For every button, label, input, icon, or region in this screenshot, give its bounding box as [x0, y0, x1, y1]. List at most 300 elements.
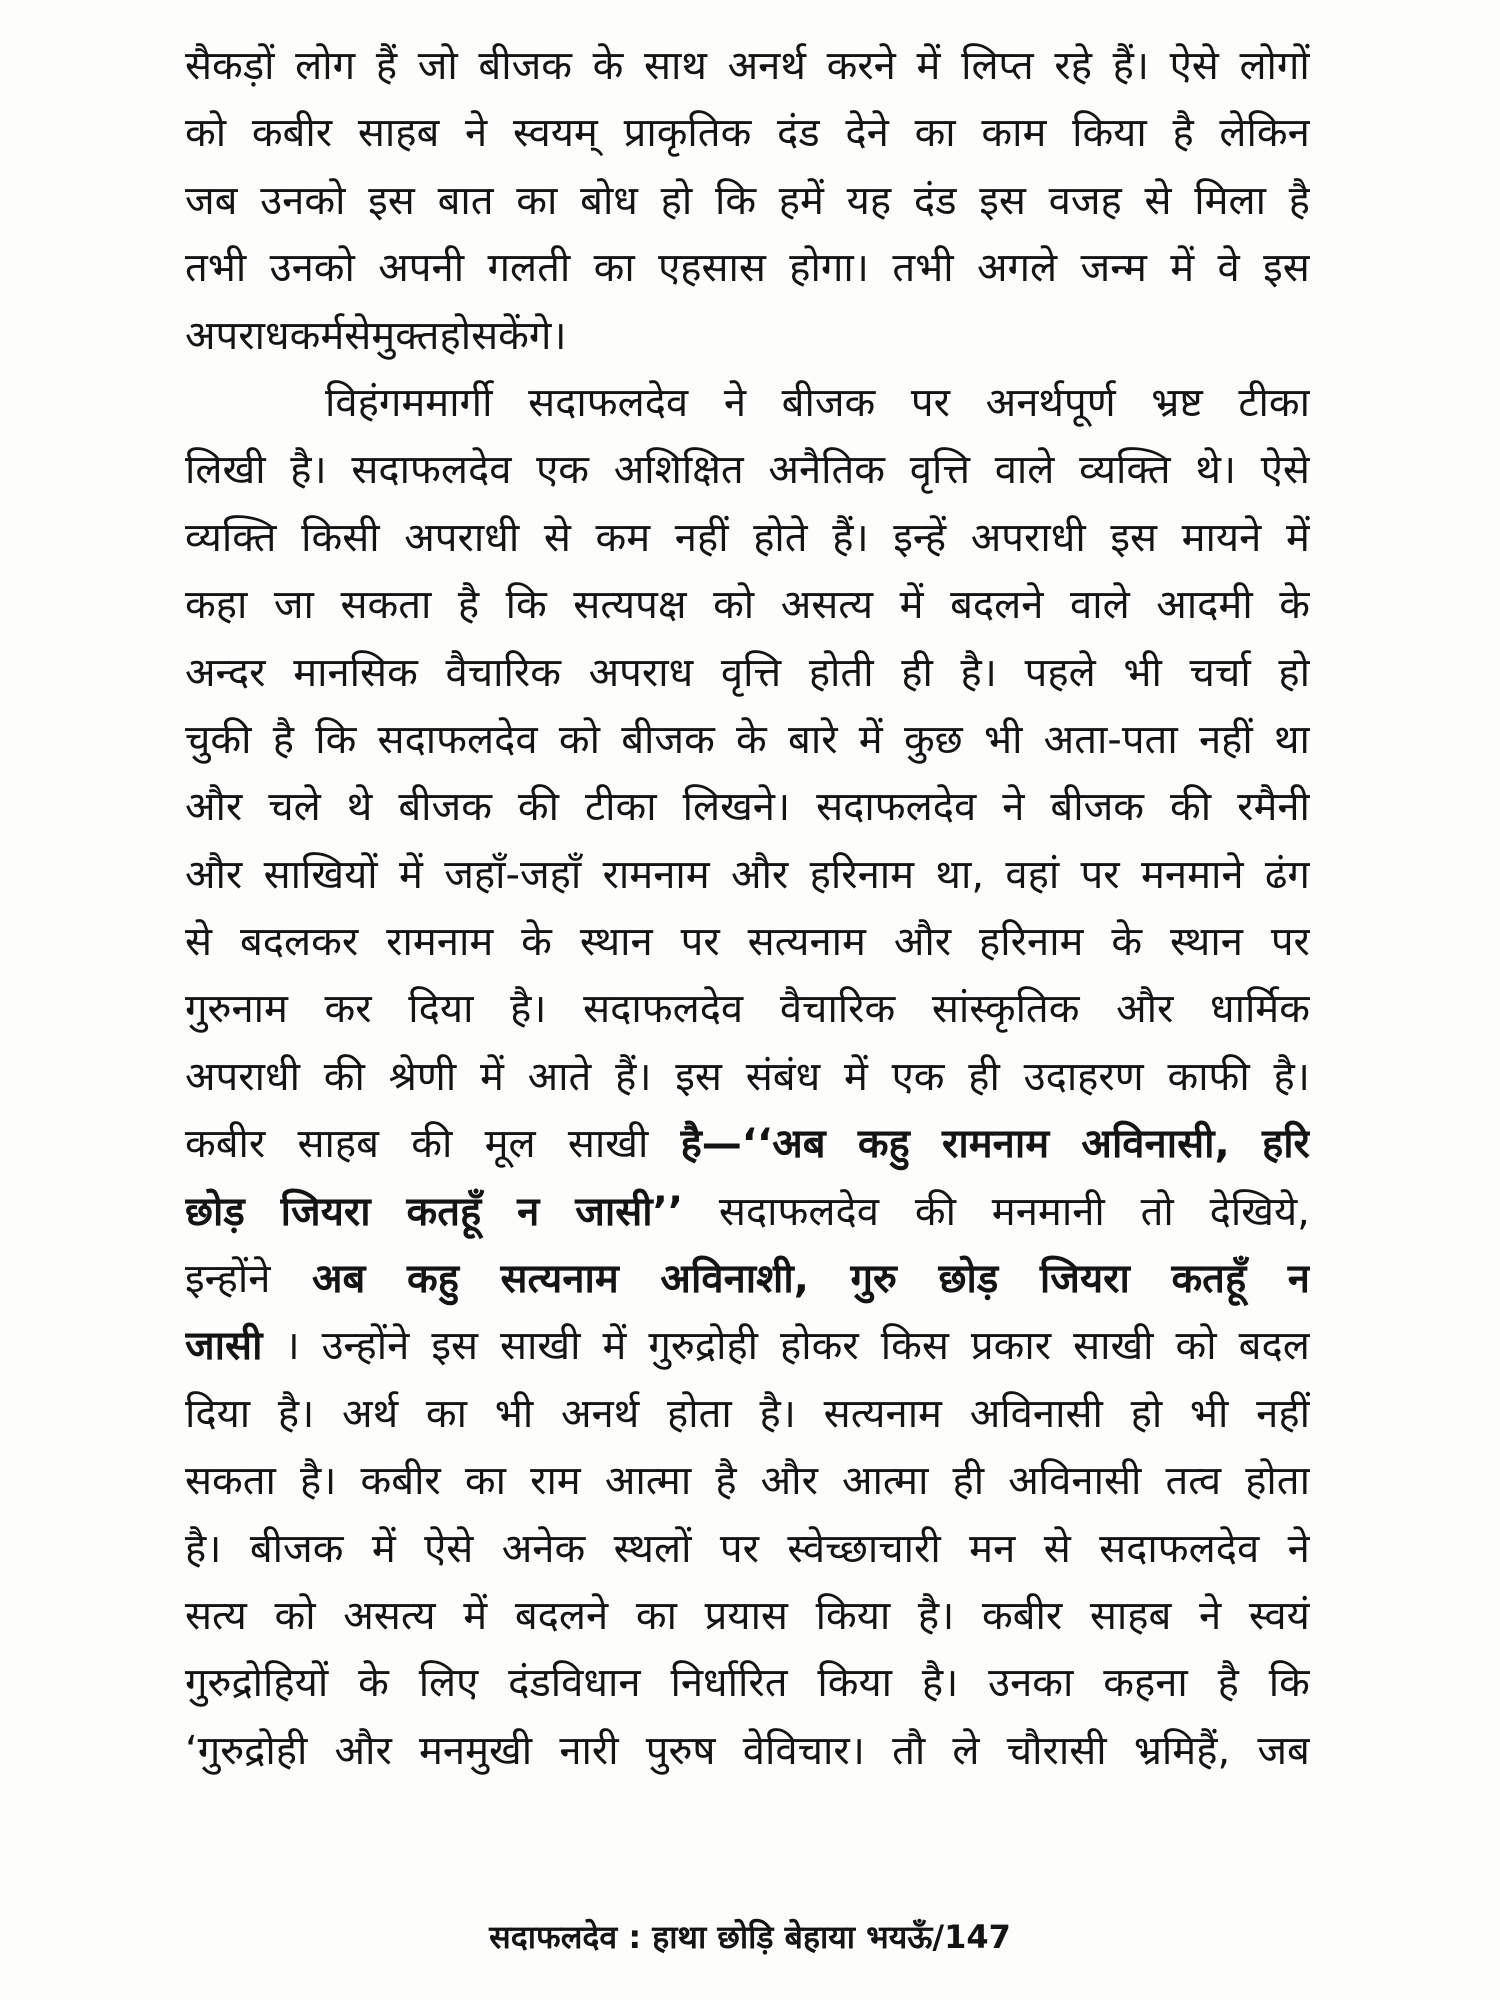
- word: इस: [368, 177, 415, 224]
- word: इस: [1263, 245, 1310, 292]
- word: कहा: [185, 582, 248, 629]
- word: वजह: [1048, 177, 1122, 224]
- word: बीजक: [478, 43, 572, 89]
- word: इस: [1110, 514, 1157, 561]
- word: सत्य: [185, 1592, 247, 1639]
- word: किया: [817, 1660, 893, 1707]
- word: सदाफलदेव: [816, 784, 977, 831]
- text-line: [185, 1588, 1310, 1655]
- word: और: [760, 1458, 818, 1505]
- word: अपराधकर्म: [185, 312, 345, 359]
- word: मनमानी: [991, 1188, 1105, 1235]
- word: हमें: [778, 177, 824, 224]
- word: सकता: [340, 582, 432, 629]
- word: वाले: [994, 447, 1055, 494]
- word: कहु: [406, 1256, 459, 1303]
- text-line: [185, 712, 1310, 779]
- word: दिया: [185, 1390, 251, 1437]
- word: असत्य: [780, 582, 874, 629]
- word: है।: [277, 1390, 315, 1437]
- word: मिला: [1194, 177, 1267, 224]
- word: के: [736, 716, 767, 763]
- text-line: [185, 1116, 1310, 1183]
- word: गुरुनाम: [185, 986, 288, 1033]
- word: कि: [315, 716, 357, 763]
- word: जासी: [185, 1323, 263, 1370]
- word: मनमुखी: [419, 1727, 533, 1774]
- word: में: [371, 1525, 396, 1572]
- body-text: [185, 38, 1310, 1790]
- word: कबीर: [981, 1592, 1063, 1639]
- word: कतहूँ: [1171, 1256, 1247, 1303]
- text-line: [185, 240, 1310, 307]
- word: गुरुद्रोहियों: [185, 1660, 329, 1707]
- word: है।: [960, 649, 997, 696]
- word: सदाफलदेव: [583, 986, 744, 1033]
- word: में: [1285, 514, 1310, 561]
- word: पर: [1270, 919, 1310, 966]
- text-line: [185, 645, 1310, 712]
- word: अपराध: [588, 649, 694, 696]
- word: आत्मा: [604, 1458, 692, 1505]
- word: मन: [969, 1525, 1016, 1572]
- word: हो: [660, 177, 693, 224]
- word: एक: [891, 1053, 945, 1100]
- word: का: [464, 1458, 506, 1505]
- text-line: [185, 577, 1310, 644]
- word: अर्थ: [342, 1390, 399, 1437]
- word: है।: [300, 1458, 337, 1505]
- text-line: [185, 847, 1310, 914]
- word: विहंगममार्गी: [325, 379, 493, 426]
- word: होगा।: [789, 245, 869, 292]
- word: को: [1175, 1323, 1217, 1370]
- word: कुछ: [903, 716, 963, 763]
- word: हैं: [375, 43, 398, 89]
- word: चुकी: [185, 716, 252, 763]
- word: नहीं: [674, 514, 729, 561]
- word: भी: [1123, 649, 1162, 696]
- word: अशिक्षित: [613, 447, 744, 494]
- word: रामनाम: [942, 1121, 1050, 1168]
- word: उन्होंने: [321, 1323, 410, 1370]
- word: मूल: [484, 1121, 536, 1168]
- word: सदाफलदेव: [718, 1188, 879, 1235]
- word: ने: [723, 379, 747, 426]
- word: अनर्थपूर्ण: [985, 379, 1116, 426]
- word: जासी’’: [575, 1188, 684, 1235]
- word: कम: [595, 514, 651, 561]
- word: लिखी: [185, 447, 266, 494]
- text-line: [185, 1184, 1310, 1251]
- text-line: [185, 173, 1310, 240]
- word: बात: [437, 177, 494, 224]
- word: भी: [494, 1390, 534, 1437]
- word: था,: [935, 851, 985, 898]
- word: होकर: [780, 1323, 859, 1370]
- word: साखियों: [263, 851, 378, 898]
- word: हैं।: [1112, 43, 1149, 89]
- word: अविनासी: [969, 1390, 1103, 1437]
- word: हरि: [1261, 1121, 1310, 1168]
- word: का: [516, 177, 558, 224]
- word: छोड़: [185, 1188, 245, 1235]
- word: और: [731, 851, 789, 898]
- word: है—‘‘अब: [680, 1121, 826, 1168]
- word: हैं।: [615, 1053, 652, 1100]
- word: अविनासी,: [1081, 1121, 1230, 1168]
- word: उनको: [269, 245, 355, 292]
- word: है।: [185, 1525, 222, 1572]
- word: गुरुद्रोही: [648, 1323, 759, 1370]
- word: लेकिन: [1219, 110, 1310, 157]
- word: काफी: [1167, 1053, 1250, 1100]
- word: आदमी: [1156, 582, 1253, 629]
- word: के: [592, 43, 624, 89]
- word: राम: [530, 1458, 581, 1505]
- word: कहु: [857, 1121, 910, 1168]
- word: होती: [808, 649, 874, 696]
- word: वे: [1217, 245, 1240, 292]
- word: की: [1170, 784, 1212, 831]
- word: पहले: [1024, 649, 1096, 696]
- word: स्वयम्: [512, 110, 598, 157]
- word: से: [1043, 1525, 1071, 1572]
- word: अनैतिक: [768, 447, 886, 494]
- word: कि: [1268, 1660, 1310, 1707]
- word: से: [1144, 177, 1172, 224]
- word: में: [479, 1053, 504, 1100]
- word: अब: [311, 1256, 366, 1303]
- word: उनका: [988, 1660, 1074, 1707]
- word: चर्चा: [1189, 649, 1251, 696]
- word: से: [344, 312, 372, 359]
- word: हो: [1278, 649, 1310, 696]
- word: कबीर: [360, 1458, 441, 1505]
- word: दिया: [408, 986, 474, 1033]
- word: ‘गुरुद्रोही: [185, 1727, 308, 1774]
- word: किसी: [301, 514, 380, 561]
- word: होते: [753, 514, 808, 561]
- text-line: [185, 105, 1310, 172]
- word: अन्दर: [185, 649, 266, 696]
- word: बदल: [1238, 1323, 1310, 1370]
- word: अविनाशी,: [660, 1256, 809, 1303]
- word: गलती: [487, 245, 571, 292]
- word: न: [1287, 1256, 1310, 1303]
- word: जियरा: [280, 1188, 371, 1235]
- word: सत्यनाम: [823, 1390, 942, 1437]
- word: का: [635, 1592, 677, 1639]
- word: को: [274, 1592, 316, 1639]
- word: थे: [346, 784, 373, 831]
- word: कि: [714, 177, 757, 224]
- word: भ्रमिहैं,: [1133, 1727, 1231, 1774]
- word: ।: [284, 1323, 300, 1370]
- word: पर: [680, 919, 720, 966]
- word: भी: [983, 716, 1023, 763]
- word: कतहूँ: [406, 1188, 482, 1235]
- word: निर्धारित: [670, 1660, 788, 1707]
- word: न: [517, 1188, 540, 1235]
- word: बीजक: [398, 784, 492, 831]
- word: स्थलों: [613, 1525, 692, 1572]
- word: अनर्थ: [727, 43, 806, 89]
- word: साहब: [1089, 1592, 1172, 1639]
- word: के: [521, 919, 552, 966]
- word: में: [858, 716, 883, 763]
- word: ऐसे: [424, 1525, 474, 1572]
- word: बीजक: [249, 1525, 344, 1572]
- word: बीजक: [781, 379, 876, 426]
- word: अपराधी: [404, 514, 520, 561]
- word: भ्रष्ट: [1151, 379, 1203, 426]
- word: किस: [880, 1323, 949, 1370]
- word: करने: [826, 43, 896, 89]
- word: में: [463, 1592, 488, 1639]
- word: है: [1288, 177, 1310, 224]
- word: की: [517, 784, 560, 831]
- word: इन्हें: [893, 514, 947, 561]
- word: वृत्ति: [720, 649, 782, 696]
- word: स्थान: [579, 919, 653, 966]
- word: गुरु: [850, 1256, 897, 1303]
- word: है: [1217, 1660, 1239, 1707]
- word: जो: [417, 43, 458, 89]
- text-line: [185, 1723, 1310, 1790]
- word: का: [425, 1390, 467, 1437]
- text-line: [185, 981, 1310, 1048]
- text-line: [185, 1655, 1310, 1722]
- word: साखी: [1073, 1323, 1154, 1370]
- text-line: [185, 1251, 1310, 1318]
- word: ने: [1199, 1592, 1222, 1639]
- word: और: [334, 1727, 392, 1774]
- word: ऐसे: [1169, 43, 1219, 89]
- text-line: [185, 1386, 1310, 1453]
- word: पर: [910, 379, 951, 426]
- word: ही: [952, 1458, 985, 1505]
- word: को: [713, 582, 755, 629]
- word: है: [272, 716, 294, 763]
- word: ले: [952, 1727, 980, 1774]
- word: बदलकर: [239, 919, 359, 966]
- word: के: [1111, 919, 1143, 966]
- word: है।: [510, 986, 547, 1033]
- word: इन्होंने: [185, 1256, 271, 1303]
- word: रमैनी: [1237, 784, 1310, 831]
- word: धार्मिक: [1209, 986, 1310, 1033]
- word: प्रयास: [704, 1592, 788, 1639]
- paragraph: [185, 375, 1310, 1790]
- word: का: [914, 110, 956, 157]
- word: अपनी: [378, 245, 465, 292]
- word: था: [1274, 716, 1310, 763]
- word: के: [1279, 582, 1310, 629]
- word: जब: [185, 177, 238, 224]
- word: चले: [268, 784, 321, 831]
- word: लिप्त: [961, 43, 1034, 89]
- word: जन्म: [1080, 245, 1147, 292]
- word: वहां: [1005, 851, 1060, 898]
- word: पुरुष: [645, 1727, 716, 1774]
- word: तत्व: [1165, 1458, 1222, 1505]
- text-line: [185, 914, 1310, 981]
- word: में: [843, 1053, 868, 1100]
- word: को: [558, 716, 600, 763]
- word: का: [593, 245, 635, 292]
- text-line: [185, 38, 1310, 105]
- word: वृत्ति: [909, 447, 970, 494]
- word: अनर्थ: [560, 1390, 640, 1437]
- word: साखी: [500, 1323, 581, 1370]
- word: तो: [1140, 1188, 1174, 1235]
- word: है।: [759, 1390, 796, 1437]
- word: बारे: [788, 716, 838, 763]
- word: ढंग: [1264, 851, 1310, 898]
- page-footer: सदाफलदेव : हाथा छोड़ि बेहाया भयऊँ/147: [489, 1918, 1011, 1956]
- word: आते: [527, 1053, 592, 1100]
- word: ने: [1287, 1525, 1310, 1572]
- word: दंडविधान: [508, 1660, 641, 1707]
- word: में: [916, 43, 941, 89]
- word: बदलने: [950, 582, 1044, 629]
- word: साहब: [297, 1121, 379, 1168]
- word: से: [543, 514, 571, 561]
- word: भी: [1189, 1390, 1229, 1437]
- text-line: [185, 510, 1310, 577]
- word: और: [893, 919, 952, 966]
- word: ही: [901, 649, 933, 696]
- word: नारी: [559, 1727, 619, 1774]
- word: अनेक: [501, 1525, 586, 1572]
- word: वेविचार।: [742, 1727, 865, 1774]
- word: तौ: [892, 1727, 926, 1774]
- word: होता: [1245, 1458, 1310, 1505]
- word: और: [185, 784, 243, 831]
- word: इस: [979, 177, 1026, 224]
- word: अगले: [976, 245, 1058, 292]
- word: रामनाम: [386, 919, 494, 966]
- word: सांस्कृतिक: [931, 986, 1080, 1033]
- word: बीजक: [621, 716, 715, 763]
- word: काम: [981, 110, 1047, 157]
- word: व्यक्ति: [1079, 447, 1171, 494]
- word: है: [715, 1458, 737, 1505]
- word: है।: [290, 447, 327, 494]
- word: टीका: [1238, 379, 1310, 426]
- word: वैचारिक: [779, 986, 896, 1033]
- word: सत्यनाम: [500, 1256, 619, 1303]
- word: से: [185, 919, 213, 966]
- word: एक: [536, 447, 590, 494]
- word: सकेंगे।: [471, 312, 567, 359]
- word: होता: [667, 1390, 732, 1437]
- word: दंड: [777, 110, 820, 157]
- word: साथ: [644, 43, 707, 89]
- word: असत्य: [343, 1592, 436, 1639]
- word: वैचारिक: [445, 649, 561, 696]
- word: में: [1170, 245, 1195, 292]
- word: देखिये,: [1209, 1188, 1310, 1235]
- word: पर: [719, 1525, 759, 1572]
- word: आत्मा: [842, 1458, 929, 1505]
- word: बदलने: [514, 1592, 609, 1639]
- word: मानसिक: [293, 649, 418, 696]
- word: संबंध: [745, 1053, 821, 1100]
- word: है।: [917, 1592, 955, 1639]
- word: यह: [846, 177, 892, 224]
- word: हो: [439, 312, 472, 359]
- word: एहसास: [658, 245, 766, 292]
- word: स्थान: [1170, 919, 1243, 966]
- word: उनको: [260, 177, 346, 224]
- word: जियरा: [1039, 1256, 1130, 1303]
- word: चौरासी: [1006, 1727, 1107, 1774]
- word: ही: [968, 1053, 1000, 1100]
- word: किया: [1072, 110, 1147, 157]
- word: रहे: [1054, 43, 1092, 89]
- word: ने: [1002, 784, 1025, 831]
- word: ने: [465, 110, 488, 157]
- word: सैकड़ों: [185, 43, 275, 89]
- word: तभी: [892, 245, 954, 292]
- word: में: [602, 1323, 627, 1370]
- word: वाले: [1070, 582, 1130, 629]
- word: तभी: [185, 245, 247, 292]
- word: है: [1172, 110, 1194, 157]
- text-line: [185, 1521, 1310, 1588]
- word: बीजक: [1050, 784, 1145, 831]
- word: है।: [921, 1660, 959, 1707]
- word: इस: [675, 1053, 722, 1100]
- word: हरिनाम: [809, 851, 915, 898]
- word: कि: [505, 582, 547, 629]
- text-line: [185, 442, 1310, 509]
- word: बोध: [580, 177, 638, 224]
- word: और: [1116, 986, 1174, 1033]
- word: पर: [1080, 851, 1120, 898]
- word: सत्यपक्ष: [573, 582, 687, 629]
- word: अविनासी: [1008, 1458, 1142, 1505]
- word: सदाफलदेव: [528, 379, 689, 426]
- word: के: [358, 1660, 389, 1707]
- word: थे।: [1195, 447, 1237, 494]
- word: सदाफलदेव: [377, 716, 538, 763]
- word: किया: [815, 1592, 891, 1639]
- word: नहीं: [1256, 1390, 1310, 1437]
- text-line: [185, 308, 1310, 375]
- word: देने: [845, 110, 889, 157]
- word: कबीर: [185, 1121, 266, 1168]
- word: कहना: [1103, 1660, 1188, 1707]
- word: की: [914, 1188, 956, 1235]
- word: कबीर: [251, 110, 333, 157]
- word: दंड: [913, 177, 957, 224]
- word: साहब: [357, 110, 440, 157]
- word: इस: [431, 1323, 478, 1370]
- word: श्रेणी: [388, 1053, 457, 1100]
- word: जा: [273, 582, 314, 629]
- word: अपराधी: [185, 1053, 300, 1100]
- word: प्राकृतिक: [623, 110, 752, 157]
- word: स्वेच्छाचारी: [787, 1525, 941, 1572]
- word: व्यक्ति: [185, 514, 277, 561]
- text-line: [185, 779, 1310, 846]
- word: लोग: [295, 43, 356, 89]
- word: हैं।: [832, 514, 869, 561]
- word: ऐसे: [1260, 447, 1310, 494]
